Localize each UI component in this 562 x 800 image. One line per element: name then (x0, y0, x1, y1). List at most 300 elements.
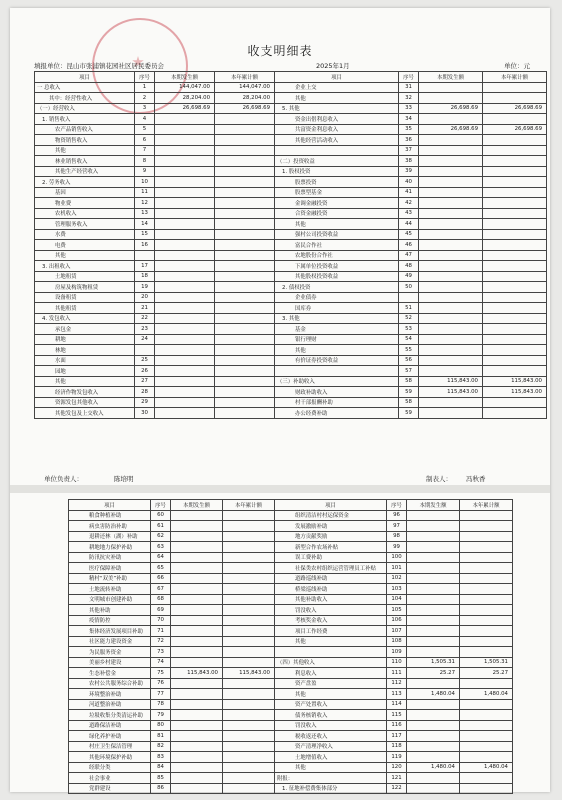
item-cell: 罚没收入 (275, 605, 387, 616)
item-cell: （二）投资收益 (275, 156, 399, 167)
item-cell: 房屋及构筑物租赁 (35, 282, 135, 293)
table-row (35, 93, 547, 104)
preparer-label: 制表人： (426, 475, 452, 483)
table-row (35, 187, 547, 198)
current-amount-cell (419, 408, 483, 419)
current-amount-cell (171, 542, 223, 553)
no-cell: 66 (151, 573, 171, 584)
item-cell: 其他 (275, 345, 399, 356)
ytd-amount-cell (223, 563, 275, 574)
ytd-amount-cell (215, 408, 275, 419)
current-amount-cell (171, 762, 223, 773)
ytd-amount-cell: 144,047.00 (215, 82, 275, 93)
col-no: 序号 (387, 500, 407, 511)
no-cell: 48 (399, 261, 419, 272)
no-cell: 112 (387, 678, 407, 689)
current-amount-cell (419, 82, 483, 93)
ytd-amount-cell (460, 626, 513, 637)
no-cell: 63 (151, 542, 171, 553)
item-cell: 办公经费补助 (275, 408, 399, 419)
no-cell: 111 (387, 668, 407, 679)
ytd-amount-cell (223, 531, 275, 542)
ytd-amount-cell (483, 240, 547, 251)
no-cell: 85 (151, 773, 171, 784)
item-cell: 退耕还林（湖）补助 (69, 531, 151, 542)
ytd-amount-cell (460, 510, 513, 521)
ytd-amount-cell (483, 135, 547, 146)
item-cell (275, 366, 399, 377)
no-cell: 58 (399, 397, 419, 408)
col-current: 本期发生额 (155, 72, 215, 83)
ytd-amount-cell (483, 114, 547, 125)
item-cell: 林业销售收入 (35, 156, 135, 167)
col-current: 本期发生额 (407, 500, 460, 511)
no-cell: 82 (151, 741, 171, 752)
no-cell: 20 (135, 292, 155, 303)
current-amount-cell (155, 334, 215, 345)
current-amount-cell (419, 324, 483, 335)
ytd-amount-cell (223, 615, 275, 626)
item-cell: （一）经营收入 (35, 103, 135, 114)
ytd-amount-cell (215, 366, 275, 377)
ytd-amount-cell (460, 615, 513, 626)
no-cell: 65 (151, 563, 171, 574)
no-cell: 68 (151, 594, 171, 605)
ytd-amount-cell (460, 584, 513, 595)
item-cell: 考核奖金收入 (275, 615, 387, 626)
current-amount-cell (171, 615, 223, 626)
table-row (35, 397, 547, 408)
item-cell: 其他 (35, 145, 135, 156)
ytd-amount-cell: 115,843.00 (223, 668, 275, 679)
current-amount-cell (155, 135, 215, 146)
no-cell: 81 (151, 731, 171, 742)
table-row (69, 783, 513, 794)
ytd-amount-cell (223, 699, 275, 710)
current-amount-cell (171, 510, 223, 521)
ytd-amount-cell: 1,480.04 (460, 762, 513, 773)
current-amount-cell (155, 355, 215, 366)
item-cell: 医疗保障补助 (69, 563, 151, 574)
no-cell: 2 (135, 93, 155, 104)
table-row (69, 510, 513, 521)
current-amount-cell (171, 552, 223, 563)
no-cell: 71 (151, 626, 171, 637)
unit-head-name: 陈培明 (114, 475, 134, 483)
ytd-amount-cell (223, 647, 275, 658)
table-row (69, 678, 513, 689)
no-cell: 5 (135, 124, 155, 135)
current-amount-cell (419, 93, 483, 104)
no-cell: 83 (151, 752, 171, 763)
item-cell: 集体经济发展项目补助 (69, 626, 151, 637)
no-cell: 105 (387, 605, 407, 616)
no-cell: 56 (399, 355, 419, 366)
table-row (35, 303, 547, 314)
current-amount-cell (407, 783, 460, 794)
no-cell: 45 (399, 229, 419, 240)
item-cell: 土地流转补助 (69, 584, 151, 595)
current-amount-cell (419, 166, 483, 177)
ytd-amount-cell (460, 636, 513, 647)
table-row (35, 376, 547, 387)
current-amount-cell (419, 240, 483, 251)
no-cell: 64 (151, 552, 171, 563)
ytd-amount-cell (460, 594, 513, 605)
current-amount-cell (171, 783, 223, 794)
no-cell: 109 (387, 647, 407, 658)
current-amount-cell: 1,505.31 (407, 657, 460, 668)
col-current: 本期发生额 (171, 500, 223, 511)
table-row (35, 229, 547, 240)
no-cell: 23 (135, 324, 155, 335)
current-amount-cell (171, 678, 223, 689)
current-amount-cell: 144,047.00 (155, 82, 215, 93)
no-cell: 101 (387, 563, 407, 574)
item-cell: 富民合作社 (275, 240, 399, 251)
no-cell (135, 250, 155, 261)
no-cell: 14 (135, 219, 155, 230)
no-cell: 59 (399, 387, 419, 398)
no-cell: 119 (387, 752, 407, 763)
current-amount-cell: 26,698.69 (155, 103, 215, 114)
no-cell: 74 (151, 657, 171, 668)
income-table-bottom (68, 499, 513, 794)
ytd-amount-cell: 28,204.00 (215, 93, 275, 104)
current-amount-cell (155, 219, 215, 230)
current-amount-cell (171, 752, 223, 763)
ytd-amount-cell (483, 397, 547, 408)
no-cell: 50 (399, 282, 419, 293)
ytd-amount-cell (215, 303, 275, 314)
no-cell: 52 (399, 313, 419, 324)
item-cell: 美丽乡村建设 (69, 657, 151, 668)
ytd-amount-cell (215, 166, 275, 177)
item-cell (275, 145, 399, 156)
item-cell: 电费 (35, 240, 135, 251)
item-cell: 强村公司投资收益 (275, 229, 399, 240)
item-cell: 地方贡献奖励 (275, 531, 387, 542)
item-cell: 基金 (275, 324, 399, 335)
no-cell: 70 (151, 615, 171, 626)
col-item: 项目 (275, 72, 399, 83)
current-amount-cell (155, 177, 215, 188)
no-cell: 116 (387, 720, 407, 731)
no-cell: 96 (387, 510, 407, 521)
ytd-amount-cell: 1,505.31 (460, 657, 513, 668)
item-cell: 共富资金利息收入 (275, 124, 399, 135)
no-cell: 7 (135, 145, 155, 156)
current-amount-cell (419, 292, 483, 303)
ytd-amount-cell (215, 324, 275, 335)
ytd-amount-cell (223, 783, 275, 794)
ytd-amount-cell: 26,698.69 (215, 103, 275, 114)
item-cell (275, 647, 387, 658)
currency-unit: 单位：元 (504, 62, 530, 70)
item-cell: 承包金 (35, 324, 135, 335)
ytd-amount-cell (215, 355, 275, 366)
current-amount-cell (407, 626, 460, 637)
ytd-amount-cell (215, 292, 275, 303)
no-cell: 42 (399, 198, 419, 209)
no-cell: 21 (135, 303, 155, 314)
no-cell: 24 (135, 334, 155, 345)
item-cell: 社保类农村组织运营管理员工补贴 (275, 563, 387, 574)
ytd-amount-cell (223, 678, 275, 689)
table-row (69, 773, 513, 784)
ytd-amount-cell (483, 93, 547, 104)
current-amount-cell (407, 563, 460, 574)
ytd-amount-cell (215, 345, 275, 356)
current-amount-cell (155, 166, 215, 177)
current-amount-cell (407, 752, 460, 763)
table-row (69, 752, 513, 763)
item-cell: 设备租赁 (35, 292, 135, 303)
current-amount-cell (407, 773, 460, 784)
reporting-unit: 填报单位：昆山市张浦镇花园社区居民委员会 (34, 62, 164, 70)
no-cell: 107 (387, 626, 407, 637)
ytd-amount-cell: 1,480.04 (460, 689, 513, 700)
no-cell: 69 (151, 605, 171, 616)
item-cell: 村庄卫生保洁管理 (69, 741, 151, 752)
ytd-amount-cell (215, 219, 275, 230)
table-header (35, 72, 547, 83)
item-cell: 企业债券 (275, 292, 399, 303)
no-cell: 17 (135, 261, 155, 272)
no-cell: 51 (399, 303, 419, 314)
preparer-name: 冯秋香 (466, 475, 486, 483)
no-cell: 43 (399, 208, 419, 219)
current-amount-cell (155, 324, 215, 335)
table-row (69, 657, 513, 668)
ytd-amount-cell (215, 240, 275, 251)
ytd-amount-cell (483, 177, 547, 188)
item-cell: 组织清洁村村运保资金 (275, 510, 387, 521)
current-amount-cell (155, 229, 215, 240)
no-cell: 122 (387, 783, 407, 794)
ytd-amount-cell (483, 282, 547, 293)
item-cell: 1. 股权投资 (275, 166, 399, 177)
ytd-amount-cell (223, 605, 275, 616)
no-cell: 99 (387, 542, 407, 553)
no-cell: 16 (135, 240, 155, 251)
item-cell: 2. 债权投资 (275, 282, 399, 293)
no-cell: 1 (135, 82, 155, 93)
table-row (35, 261, 547, 272)
current-amount-cell (407, 710, 460, 721)
no-cell: 6 (135, 135, 155, 146)
table-row (69, 720, 513, 731)
table-row (69, 741, 513, 752)
current-amount-cell (155, 313, 215, 324)
item-cell: 耕地 (35, 334, 135, 345)
no-cell: 117 (387, 731, 407, 742)
ytd-amount-cell (483, 345, 547, 356)
ytd-amount-cell (460, 647, 513, 658)
ytd-amount-cell (460, 741, 513, 752)
table-row (35, 324, 547, 335)
table-row (69, 531, 513, 542)
current-amount-cell (419, 366, 483, 377)
ytd-amount-cell (460, 783, 513, 794)
current-amount-cell (407, 678, 460, 689)
item-cell: 基因 (35, 187, 135, 198)
ytd-amount-cell (483, 355, 547, 366)
item-cell: 股票投资 (275, 177, 399, 188)
ytd-amount-cell (215, 208, 275, 219)
ytd-amount-cell (215, 156, 275, 167)
no-cell: 61 (151, 521, 171, 532)
item-cell: 财政补助收入 (275, 387, 399, 398)
item-cell: 文明城市创建补助 (69, 594, 151, 605)
no-cell: 80 (151, 720, 171, 731)
ytd-amount-cell: 115,843.00 (483, 376, 547, 387)
ytd-amount-cell (215, 135, 275, 146)
item-cell: 粮食种植补助 (69, 510, 151, 521)
table-row (69, 762, 513, 773)
item-cell: 生态补偿金 (69, 668, 151, 679)
item-cell: 其他补助收入 (275, 594, 387, 605)
current-amount-cell (155, 114, 215, 125)
no-cell: 78 (151, 699, 171, 710)
table-row (69, 552, 513, 563)
ytd-amount-cell (215, 177, 275, 188)
no-cell: 59 (399, 408, 419, 419)
no-cell: 58 (399, 376, 419, 387)
current-amount-cell (171, 584, 223, 595)
no-cell: 53 (399, 324, 419, 335)
current-amount-cell (419, 250, 483, 261)
col-ytd: 本年累计额 (223, 500, 275, 511)
unit-head-label: 单位负责人： (44, 475, 83, 483)
current-amount-cell (407, 615, 460, 626)
item-cell: 其他补助 (69, 605, 151, 616)
current-amount-cell: 1,480.04 (407, 689, 460, 700)
no-cell: 41 (399, 187, 419, 198)
ytd-amount-cell (223, 741, 275, 752)
ytd-amount-cell (460, 720, 513, 731)
table-row (35, 345, 547, 356)
no-cell: 57 (399, 366, 419, 377)
item-cell: 道路保洁补助 (69, 720, 151, 731)
ytd-amount-cell (223, 510, 275, 521)
item-cell: 误工费补助 (275, 552, 387, 563)
no-cell: 35 (399, 124, 419, 135)
current-amount-cell (407, 647, 460, 658)
no-cell: 9 (135, 166, 155, 177)
no-cell: 98 (387, 531, 407, 542)
current-amount-cell (407, 699, 460, 710)
item-cell: 其他 (275, 93, 399, 104)
no-cell: 22 (135, 313, 155, 324)
table-row (35, 114, 547, 125)
current-amount-cell (419, 261, 483, 272)
current-amount-cell (419, 145, 483, 156)
ytd-amount-cell (223, 636, 275, 647)
ytd-amount-cell (460, 542, 513, 553)
no-cell: 100 (387, 552, 407, 563)
current-amount-cell (155, 208, 215, 219)
current-amount-cell (419, 208, 483, 219)
item-cell: 合资金融投资 (275, 208, 399, 219)
item-cell: 国库券 (275, 303, 399, 314)
item-cell: 其他经营活动收入 (275, 135, 399, 146)
item-cell: 水费 (35, 229, 135, 240)
item-cell: 3. 出租收入 (35, 261, 135, 272)
item-cell: 物业费 (35, 198, 135, 209)
current-amount-cell (171, 699, 223, 710)
item-cell: 利息收入 (275, 668, 387, 679)
item-cell: 其他发包及上交收入 (35, 408, 135, 419)
item-cell: 银行理财 (275, 334, 399, 345)
table-row (35, 313, 547, 324)
item-cell: 环境整治补助 (69, 689, 151, 700)
no-cell: 106 (387, 615, 407, 626)
item-cell: 其中：经营性收入 (35, 93, 135, 104)
no-cell: 84 (151, 762, 171, 773)
item-cell: 其他 (35, 250, 135, 261)
item-cell: 农村公共服务综合补助 (69, 678, 151, 689)
no-cell: 75 (151, 668, 171, 679)
no-cell: 72 (151, 636, 171, 647)
current-amount-cell (171, 731, 223, 742)
table-row (69, 689, 513, 700)
ytd-amount-cell (223, 584, 275, 595)
report-period: 2025年1月 (316, 62, 350, 70)
current-amount-cell (155, 156, 215, 167)
no-cell: 104 (387, 594, 407, 605)
no-cell (135, 345, 155, 356)
item-cell: 其他股权投资收益 (275, 271, 399, 282)
item-cell: 管理服务收入 (35, 219, 135, 230)
table-row (35, 408, 547, 419)
ytd-amount-cell (460, 573, 513, 584)
ytd-amount-cell (483, 166, 547, 177)
no-cell: 32 (399, 93, 419, 104)
col-item: 项目 (35, 72, 135, 83)
current-amount-cell (171, 720, 223, 731)
no-cell: 76 (151, 678, 171, 689)
no-cell: 31 (399, 82, 419, 93)
table-row (69, 731, 513, 742)
no-cell: 15 (135, 229, 155, 240)
ytd-amount-cell: 115,843.00 (483, 387, 547, 398)
table-row (35, 145, 547, 156)
no-cell: 55 (399, 345, 419, 356)
current-amount-cell (407, 552, 460, 563)
current-amount-cell (419, 135, 483, 146)
item-cell: 其他 (275, 636, 387, 647)
no-cell: 39 (399, 166, 419, 177)
item-cell: 项目工作经费 (275, 626, 387, 637)
item-cell: 耕地地力保护补助 (69, 542, 151, 553)
ytd-amount-cell (215, 124, 275, 135)
item-cell: 债务核销收入 (275, 710, 387, 721)
no-cell: 38 (399, 156, 419, 167)
page-separator (10, 485, 550, 493)
ytd-amount-cell (483, 292, 547, 303)
current-amount-cell (407, 510, 460, 521)
table-row (69, 563, 513, 574)
current-amount-cell (155, 261, 215, 272)
ytd-amount-cell (223, 542, 275, 553)
no-cell: 79 (151, 710, 171, 721)
page-title: 收支明细表 (247, 44, 313, 58)
col-no: 序号 (399, 72, 419, 83)
ytd-amount-cell (483, 82, 547, 93)
no-cell: 28 (135, 387, 155, 398)
table-row (69, 521, 513, 532)
